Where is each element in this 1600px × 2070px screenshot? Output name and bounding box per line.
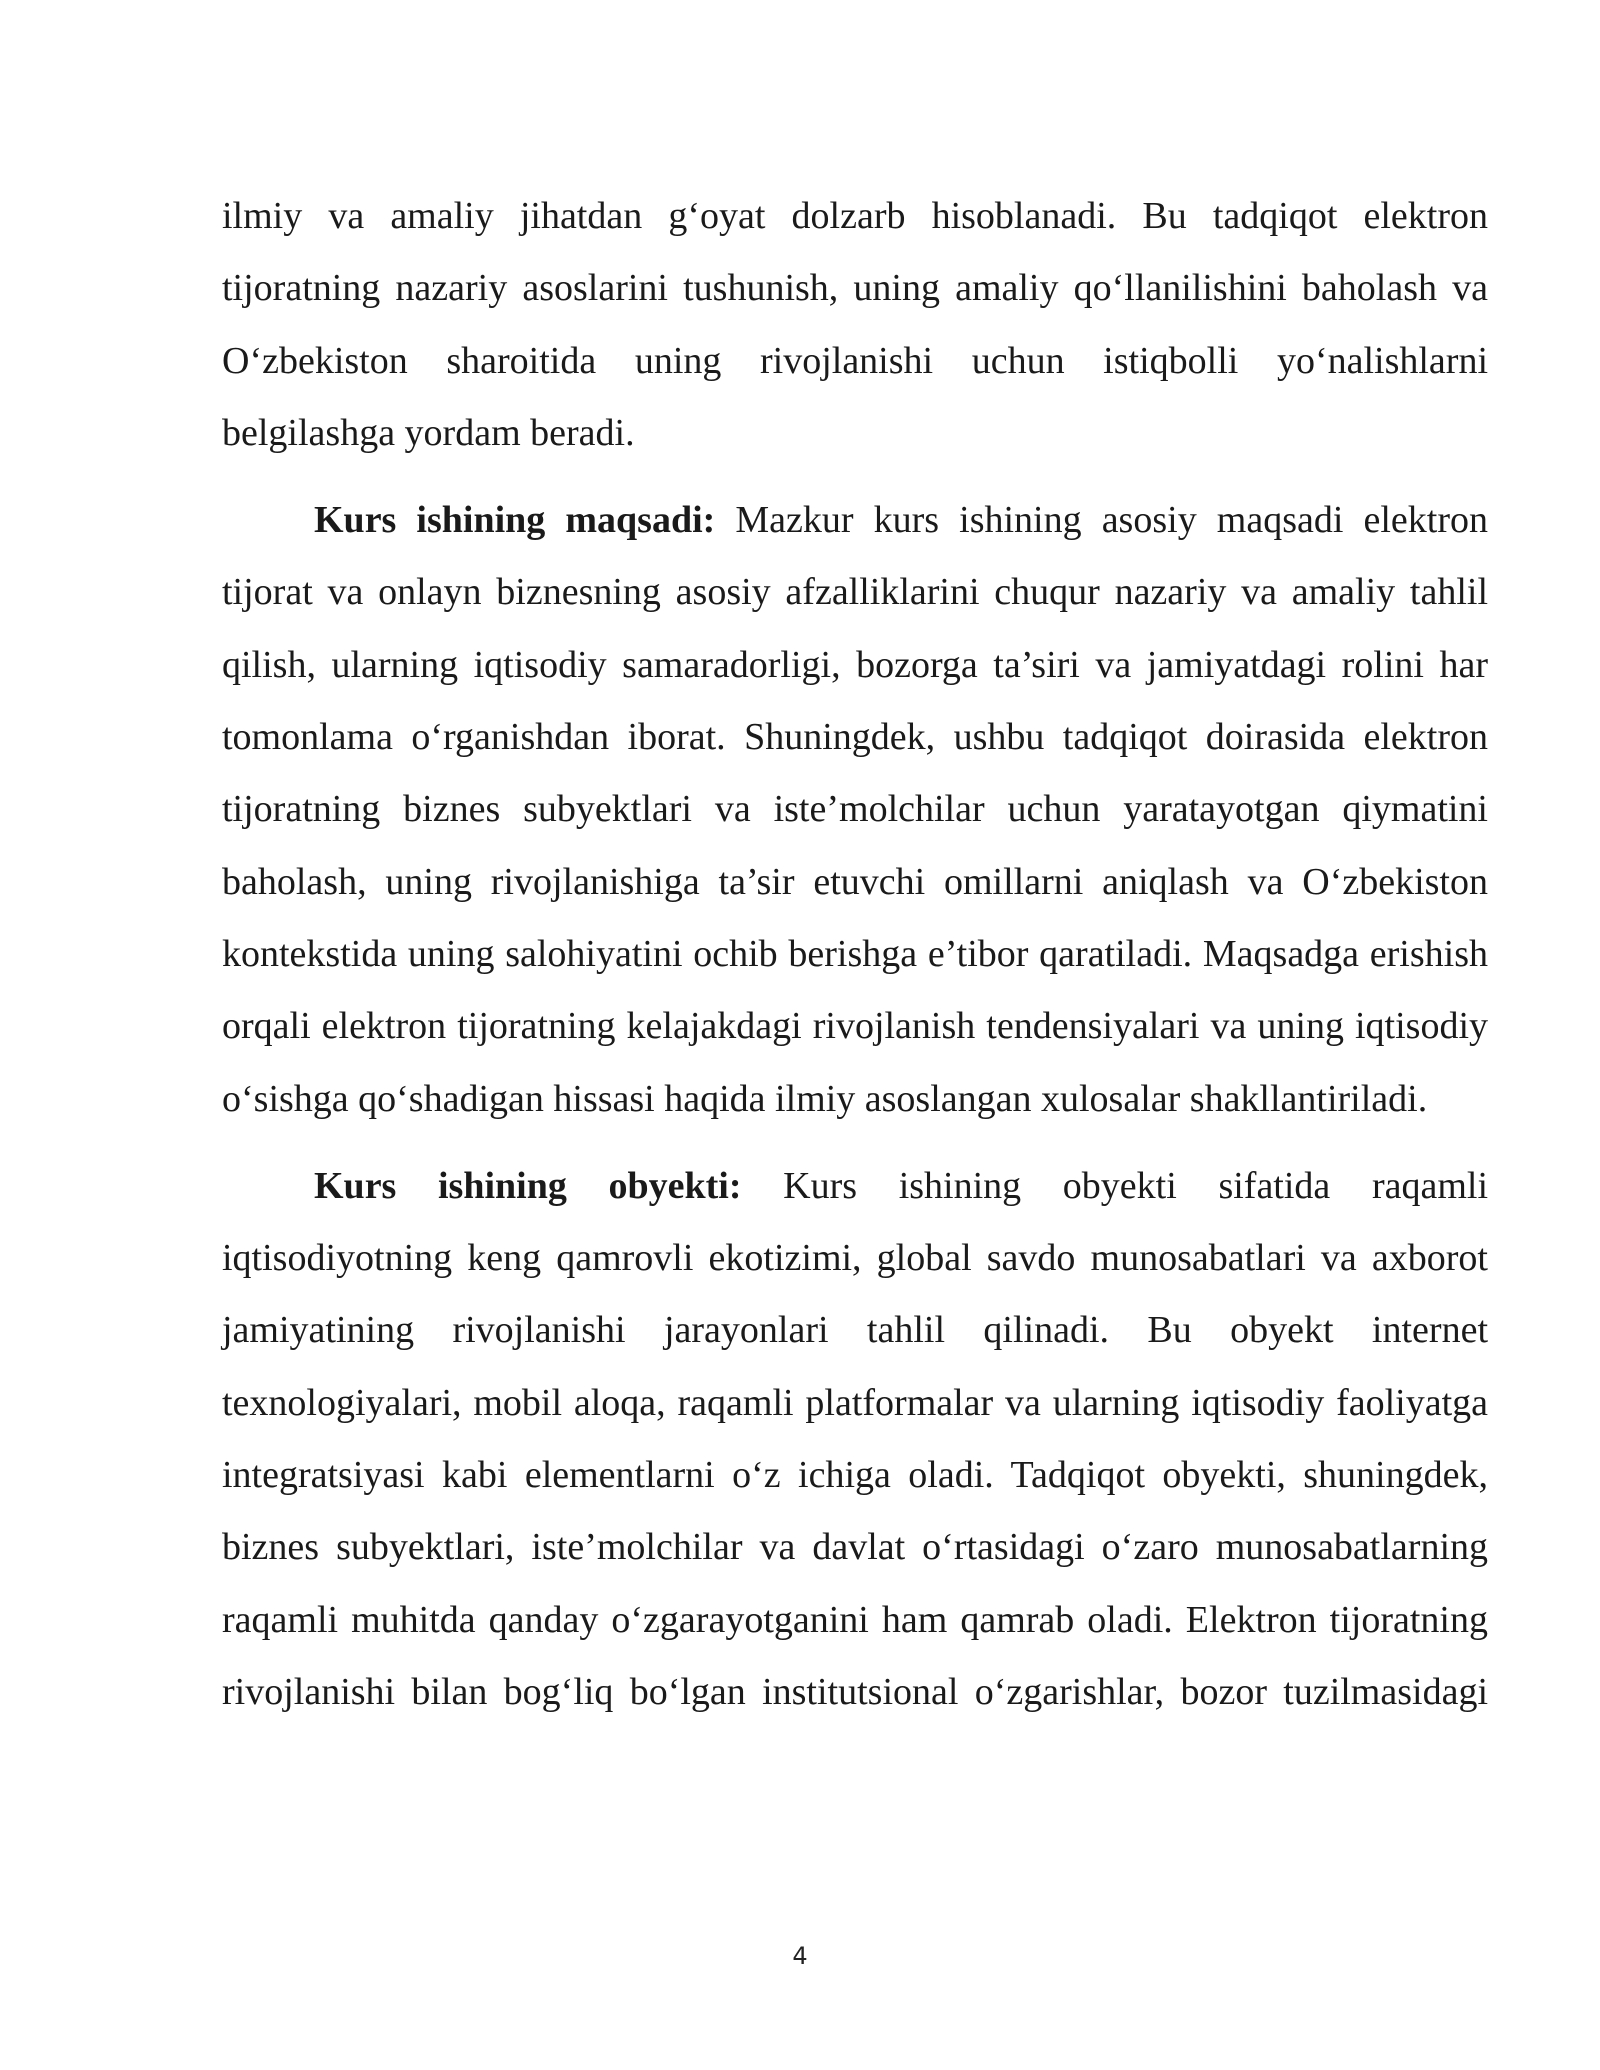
- course-goal-heading: Kurs ishining maqsadi:: [314, 499, 716, 542]
- course-object-heading: Kurs ishining obyekti:: [314, 1164, 742, 1207]
- body-text: [222, 180, 1488, 1743]
- course-object-text: Kurs ishining obyekti sifatida raqamli iqtisodiyotning keng qamrovli ekotizimi, global savdo munosabatlari va axborot jamiyatining rivojlanishi jarayonlari tahlil qilinadi. Bu obyekt internet texnologiyalari, mobil aloqa, raqamli platformalar va ularning iqtisodiy faoliyatga integratsiyasi kabi elementlarni o‘z ichiga oladi. Tadqiqot obyekti, shuningdek, biznes subyektlari, iste’molchilar va davlat o‘rtasidagi o‘zaro munosabatlarning raqamli muhitda qanday o‘zgarayotganini ham qamrab oladi. Elektron tijoratning rivojlanishi bilan bog‘liq bo‘lgan institutsional o‘zgarishlar, bozor tuzilmasidagi: [222, 1164, 1488, 1713]
- course-goal-text: Mazkur kurs ishining asosiy maqsadi elektron tijorat va onlayn biznesning asosiy afzalliklarini chuqur nazariy va amaliy tahlil qilish, ularning iqtisodiy samaradorligi, bozorga ta’siri va jamiyatdagi rolini har tomonlama o‘rganishdan iborat. Shuningdek, ushbu tadqiqot doirasida elektron tijoratning biznes subyektlari va iste’molchilar uchun yaratayotgan qiymatini baholash, uning rivojlanishiga ta’sir etuvchi omillarni aniqlash va O‘zbekiston kontekstida uning salohiyatini ochib berishga e’tibor qaratiladi. Maqsadga erishish orqali elektron tijoratning kelajakdagi rivojlanish tendensiyalari va uning iqtisodiy o‘sishga qo‘shadigan hissasi haqida ilmiy asoslangan xulosalar shakllantiriladi.: [222, 499, 1488, 1120]
- page-number: 4: [792, 1942, 808, 1970]
- paragraph-course-goal: [222, 484, 1488, 1135]
- paragraph-relevance-continuation: ilmiy va amaliy jihatdan g‘oyat dolzarb hisoblanadi. Bu tadqiqot elektron tijoratning nazariy asoslarini tushunish, uning amaliy qo‘llanilishini baholash va O‘zbekiston sharoitida uning rivojlanishi uchun istiqbolli yo‘nalishlarni belgilashga yordam beradi.: [222, 195, 1488, 454]
- paragraph-course-object: [222, 1150, 1488, 1728]
